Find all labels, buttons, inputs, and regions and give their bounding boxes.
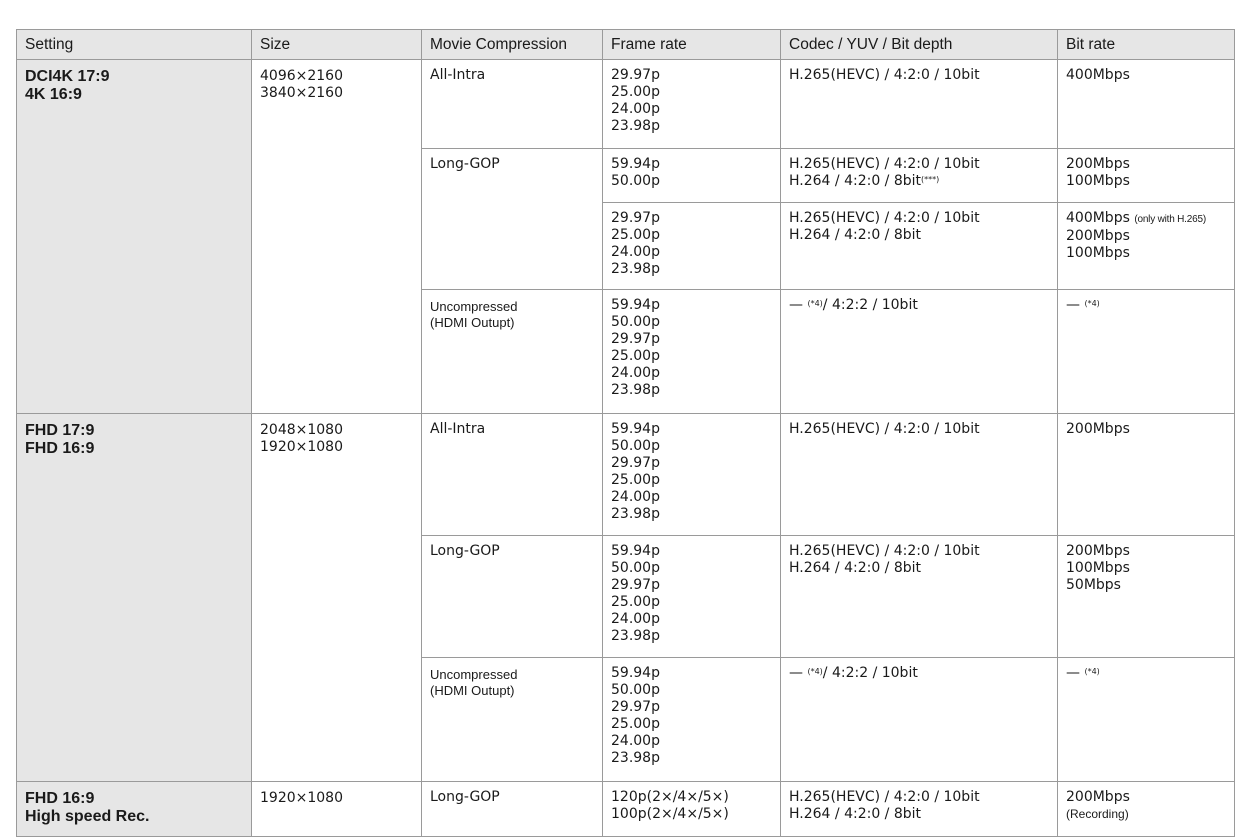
table-row (17, 782, 1235, 837)
bit-rate-cell (1058, 203, 1235, 290)
dash: — (1066, 297, 1080, 313)
frame-rate-cell: 59.94p 50.00p (603, 149, 781, 203)
bit-rate-cell: 200Mbps 100Mbps 50Mbps (1058, 536, 1235, 658)
bit-rate-cell: 200Mbps (1058, 414, 1235, 536)
codec-cell (781, 149, 1058, 203)
size-cell: 1920×1080 (252, 782, 422, 837)
bit-rate-cell: 200Mbps 100Mbps (1058, 149, 1235, 203)
table-row (17, 60, 1235, 149)
footnote-mark: (***) (921, 175, 940, 184)
header-frame-rate: Frame rate (603, 30, 781, 60)
compression-cell: Uncompressed (HDMI Outupt) (422, 658, 603, 782)
bit-rate-cell (1058, 782, 1235, 837)
codec-cell: H.265(HEVC) / 4:2:0 / 10bit H.264 / 4:2:0 / 8bit (781, 203, 1058, 290)
codec-cell: H.265(HEVC) / 4:2:0 / 10bit (781, 414, 1058, 536)
codec-cell: H.265(HEVC) / 4:2:0 / 10bit H.264 / 4:2:0 / 8bit (781, 536, 1058, 658)
size-cell: 2048×1080 1920×1080 (252, 414, 422, 782)
frame-rate-cell: 59.94p 50.00p 29.97p 25.00p 24.00p 23.98p (603, 414, 781, 536)
bit-rate-footnote: (Recording) (1066, 807, 1129, 821)
codec-line: H.264 / 4:2:0 / 8bit (789, 173, 922, 189)
header-codec: Codec / YUV / Bit depth (781, 30, 1058, 60)
codec-line: H.265(HEVC) / 4:2:0 / 10bit (789, 156, 980, 172)
codec-cell: H.265(HEVC) / 4:2:0 / 10bit H.264 / 4:2:0 / 8bit (781, 782, 1058, 837)
spec-table (16, 29, 1235, 837)
codec-cell (781, 658, 1058, 782)
frame-rate-cell: 120p(2×/4×/5×) 100p(2×/4×/5×) (603, 782, 781, 837)
codec-rest: / 4:2:2 / 10bit (822, 297, 918, 313)
setting-cell: FHD 17:9 FHD 16:9 (17, 414, 252, 782)
header-bit-rate: Bit rate (1058, 30, 1235, 60)
header-size: Size (252, 30, 422, 60)
bit-rate-value: 200Mbps 100Mbps (1066, 228, 1130, 261)
bit-rate-value: 200Mbps (1066, 789, 1130, 805)
frame-rate-cell: 29.97p 25.00p 24.00p 23.98p (603, 60, 781, 149)
frame-rate-cell: 59.94p 50.00p 29.97p 25.00p 24.00p 23.98p (603, 536, 781, 658)
frame-rate-cell: 59.94p 50.00p 29.97p 25.00p 24.00p 23.98p (603, 290, 781, 414)
compression-cell: Long-GOP (422, 536, 603, 658)
bit-rate-footnote: (only with H.265) (1134, 214, 1206, 225)
compression-cell: All-Intra (422, 414, 603, 536)
bit-rate-cell (1058, 658, 1235, 782)
compression-cell: Long-GOP (422, 149, 603, 290)
header-row (17, 30, 1235, 60)
compression-cell: Long-GOP (422, 782, 603, 837)
dash: — (1066, 665, 1080, 681)
dash: — (789, 665, 803, 681)
frame-rate-cell: 29.97p 25.00p 24.00p 23.98p (603, 203, 781, 290)
codec-cell: H.265(HEVC) / 4:2:0 / 10bit (781, 60, 1058, 149)
bit-rate-value: 400Mbps (1066, 210, 1130, 226)
footnote-mark: (*4) (807, 667, 823, 676)
bit-rate-cell (1058, 290, 1235, 414)
compression-cell: Uncompressed (HDMI Outupt) (422, 290, 603, 414)
setting-cell: FHD 16:9 High speed Rec. (17, 782, 252, 837)
codec-rest: / 4:2:2 / 10bit (822, 665, 918, 681)
setting-cell: DCI4K 17:9 4K 16:9 (17, 60, 252, 414)
compression-cell: All-Intra (422, 60, 603, 149)
bit-rate-cell: 400Mbps (1058, 60, 1235, 149)
codec-cell (781, 290, 1058, 414)
size-cell: 4096×2160 3840×2160 (252, 60, 422, 414)
frame-rate-cell: 59.94p 50.00p 29.97p 25.00p 24.00p 23.98p (603, 658, 781, 782)
dash: — (789, 297, 803, 313)
footnote-mark: (*4) (807, 299, 823, 308)
footnote-mark: (*4) (1084, 667, 1100, 676)
header-setting: Setting (17, 30, 252, 60)
table-row (17, 414, 1235, 536)
footnote-mark: (*4) (1084, 299, 1100, 308)
header-movie-compression: Movie Compression (422, 30, 603, 60)
